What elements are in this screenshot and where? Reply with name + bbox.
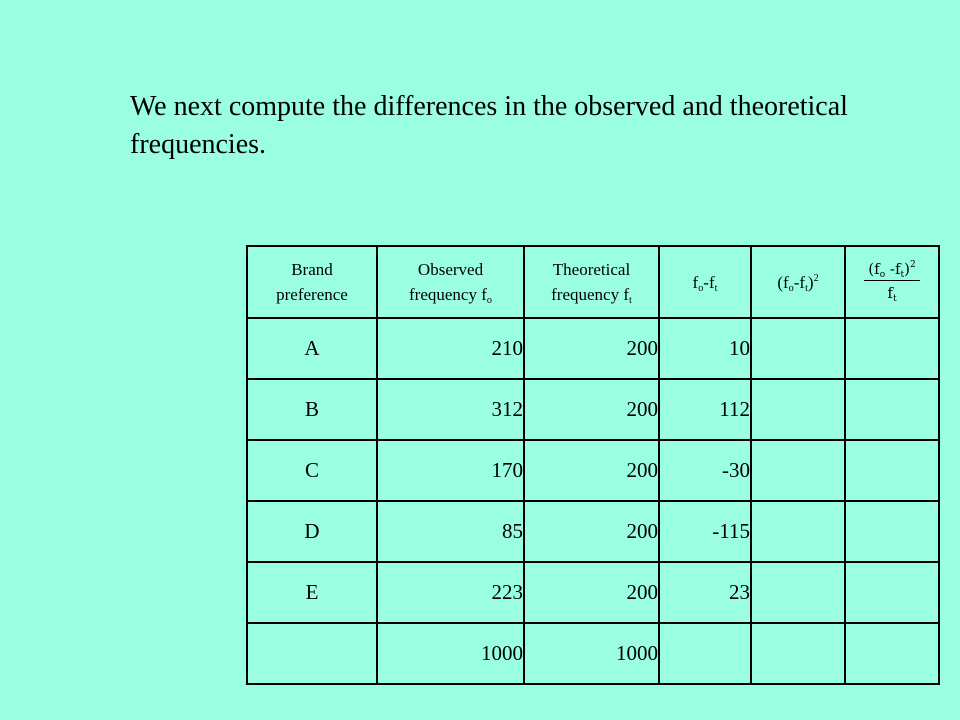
sq-sub-o: o [788,282,794,294]
squared-total-cell [751,623,845,684]
brand-cell: E [247,562,377,623]
theoretical-cell: 200 [524,501,659,562]
diff-sub-t: t [714,282,718,294]
theoretical-cell: 200 [524,318,659,379]
difference-total-cell [659,623,751,684]
header-theoretical-line1: Theoretical [552,260,631,279]
brand-cell: D [247,501,377,562]
sq-sub-t: t [805,282,808,294]
difference-cell: 112 [659,379,751,440]
difference-cell: 23 [659,562,751,623]
header-difference [659,246,751,318]
frequency-table [246,245,940,685]
header-brand-line1: Brand [291,260,333,279]
header-theoretical-frequency [524,246,659,318]
observed-cell: 210 [377,318,524,379]
table-row [247,440,939,501]
ratio-num-sub-o: o [879,269,886,280]
observed-cell: 223 [377,562,524,623]
ratio-fraction [864,260,919,302]
table-row [247,562,939,623]
header-theoretical-line2: frequency f [551,285,630,304]
theoretical-cell: 200 [524,562,659,623]
header-theoretical-subscript: t [629,295,632,306]
brand-cell: C [247,440,377,501]
diff-f: f [692,272,699,292]
ratio-num-sub-t: t [900,269,905,280]
ratio-num-open: (f [868,259,880,278]
ratio-num-minus: -f [885,259,901,278]
diff-sub-o: o [698,282,704,294]
ratio-cell [845,440,939,501]
squared-cell [751,440,845,501]
ratio-numerator [864,260,919,281]
table-row [247,318,939,379]
header-observed-line1: Observed [417,260,484,279]
theoretical-cell: 200 [524,379,659,440]
sq-exponent: 2 [813,272,819,284]
brand-cell: B [247,379,377,440]
ratio-num-close: ) [904,259,910,278]
difference-cell: -115 [659,501,751,562]
ratio-cell [845,501,939,562]
squared-cell [751,379,845,440]
brand-cell: A [247,318,377,379]
observed-total-cell: 1000 [377,623,524,684]
header-squared-difference [751,246,845,318]
header-observed-line2: frequency f [409,285,487,304]
theoretical-cell: 200 [524,440,659,501]
difference-cell: -30 [659,440,751,501]
ratio-den-sub-t: t [892,293,897,304]
squared-cell [751,562,845,623]
ratio-total-cell [845,623,939,684]
header-observed-frequency [377,246,524,318]
table-row [247,379,939,440]
difference-cell: 10 [659,318,751,379]
ratio-den-f: f [887,283,893,302]
table-row [247,501,939,562]
header-brand-line2: preference [276,285,348,304]
diff-minus-f: -f [703,272,715,292]
sq-open-f: (f [777,272,789,292]
squared-cell [751,501,845,562]
observed-cell: 85 [377,501,524,562]
intro-paragraph: We next compute the differences in the observed and theoretical frequencies. [130,91,848,160]
ratio-cell [845,562,939,623]
totals-label-cell [247,623,377,684]
ratio-denominator [864,281,919,302]
header-brand-preference [247,246,377,318]
observed-cell: 170 [377,440,524,501]
header-ratio-formula [845,246,939,318]
sq-close: ) [807,272,814,292]
header-observed-subscript: o [486,295,492,306]
squared-cell [751,318,845,379]
table-header-row [247,246,939,318]
observed-cell: 312 [377,379,524,440]
sq-minus-f: -f [793,272,806,292]
ratio-cell [845,318,939,379]
totals-row [247,623,939,684]
ratio-cell [845,379,939,440]
ratio-num-exponent: 2 [909,259,916,270]
theoretical-total-cell: 1000 [524,623,659,684]
